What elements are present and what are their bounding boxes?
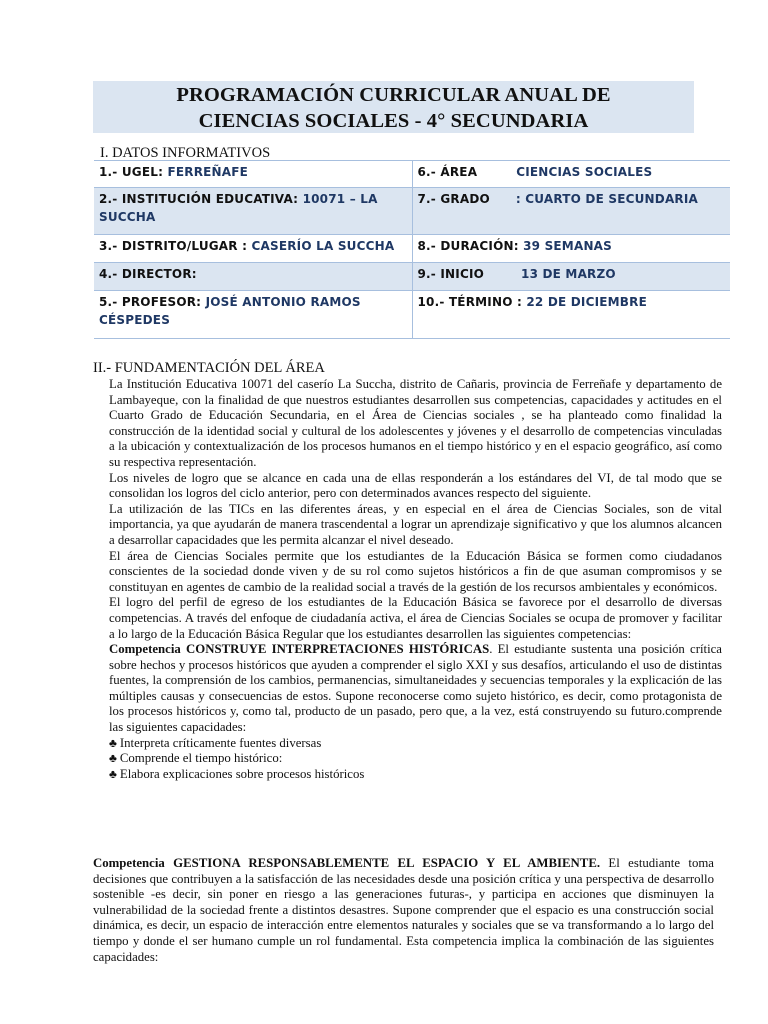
paragraph: El área de Ciencias Sociales permite que los estudiantes de la Educación Básica se formen como ciudadanos conscientes de la sociedad donde viven y de su rol como sujetos históricos a fin de que asuman compromisos y se constituyan en agentes de cambio de la realidad social a través de la gestión de los recursos ambientales y económicos. bbox=[109, 548, 722, 594]
list-item: ♣ Interpreta críticamente fuentes diversas bbox=[109, 735, 322, 750]
ugel-cell: 1.- UGEL: FERREÑAFE bbox=[94, 161, 412, 188]
institucion-cell: 2.- INSTITUCIÓN EDUCATIVA: 10071 – LA SUCCHA bbox=[94, 188, 412, 235]
title-line-1: PROGRAMACIÓN CURRICULAR ANUAL DE bbox=[176, 84, 611, 106]
competencia-2-name: GESTIONA RESPONSABLEMENTE EL ESPACIO Y EL AMBIENTE. bbox=[173, 856, 601, 870]
profesor-cell: 5.- PROFESOR: JOSÉ ANTONIO RAMOS CÉSPEDES bbox=[94, 291, 412, 339]
distrito-cell: 3.- DISTRITO/LUGAR : CASERÍO LA SUCCHA bbox=[94, 235, 412, 263]
termino-cell: 10.- TÉRMINO : 22 DE DICIEMBRE bbox=[412, 291, 730, 339]
club-bullet-icon: ♣ bbox=[109, 735, 117, 750]
competencia-2-text: El estudiante toma decisiones que contribuyen a la satisfacción de las necesidades desde una posición crítica y una perspectiva de desarrollo sostenible -es decir, sin poner en riesgo a las generaciones futuras-, y participa en acciones que disminuyen la vulnerabilidad de la sociedad frente a distintos desastres. Supone comprender que el espacio es una construcción social dinámica, es decir, un espacio de interacción entre elementos naturales y sociales que se va transformando a lo largo del tiempo y donde el ser humano cumple un rol fundamental. Esta competencia implica la combinación de las siguientes capacidades: bbox=[93, 856, 714, 964]
grado-cell: 7.- GRADO : CUARTO DE SECUNDARIA bbox=[412, 188, 730, 235]
table-row bbox=[94, 188, 730, 235]
list-item: ♣ Elabora explicaciones sobre procesos históricos bbox=[109, 766, 365, 781]
datos-informativos-table bbox=[94, 160, 730, 339]
paragraph: La Institución Educativa 10071 del caserío La Succha, distrito de Cañaris, provincia de Ferreñafe y departamento de Lambayeque, con la finalidad de que nuestros estudiantes desarrollen sus competencias, capacidades y actitudes en el Cuarto Grado de Educación Secundaria, en el Área de Ciencias sociales , se ha planteado como finalidad la construcción de la identidad social y cultural de los adolescentes y jóvenes y el desarrollo de competencias vinculadas a la ubicación y contextualización de los procesos humanos en el tiempo histórico y en el espacio geográfico, así como su respectiva representación. bbox=[109, 377, 722, 469]
competencia-2-prefix: Competencia bbox=[93, 856, 174, 870]
table-row bbox=[94, 161, 730, 188]
document-title bbox=[93, 81, 694, 133]
club-bullet-icon: ♣ bbox=[109, 751, 117, 766]
paragraph: La utilización de las TICs en las diferentes áreas, y en especial en el área de Ciencias Sociales, son de vital importancia, ya que ayudarán de manera trascendental a lograr un aprendizaje significativo y que los alumnos alcancen a desarrollar capacidades que les permita alcanzar el nivel deseado. bbox=[109, 501, 722, 547]
list-item: ♣ Comprende el tiempo histórico: bbox=[109, 751, 283, 766]
section-heading-datos: I. DATOS INFORMATIVOS bbox=[100, 145, 271, 161]
director-cell: 4.- DIRECTOR: bbox=[94, 263, 412, 291]
title-line-2: CIENCIAS SOCIALES - 4° SECUNDARIA bbox=[198, 110, 589, 132]
fundamentacion-body bbox=[109, 377, 722, 782]
table-row bbox=[94, 235, 730, 263]
competencia-1-text: . El estudiante sustenta una posición crítica sobre hechos y procesos históricos que ayuden a comprender el siglo XXI y sus desafíos, articulando el uso de distintas fuentes, la comprensión de los cambios, permanencias, simultaneidades y secuencias temporales y la explicación de las múltiples causas y consecuencias de estos. Supone reconocerse como sujeto histórico, es decir, como protagonista de los procesos históricos y, como tal, producto de un pasado, pero que, a la vez, está construyendo su futuro.comprende las siguientes capacidades: bbox=[109, 642, 722, 735]
club-bullet-icon: ♣ bbox=[109, 766, 117, 781]
duracion-cell: 8.- DURACIÓN: 39 SEMANAS bbox=[412, 235, 730, 263]
area-cell: 6.- ÁREA CIENCIAS SOCIALES bbox=[412, 161, 730, 188]
competencia-2-paragraph bbox=[93, 856, 714, 965]
competencia-1-paragraph bbox=[109, 642, 722, 736]
table-row bbox=[94, 291, 730, 339]
section-heading-fundamentacion: II.- FUNDAMENTACIÓN DEL ÁREA bbox=[93, 360, 325, 376]
paragraph: El logro del perfil de egreso de los estudiantes de la Educación Básica se favorece por el desarrollo de diversas competencias. A través del enfoque de ciudadanía activa, el área de Ciencias Sociales se ocupa de promover y facilitar a lo largo de la Educación Básica Regular que los estudiantes desarrollen las siguientes competencias: bbox=[109, 595, 722, 641]
inicio-cell: 9.- INICIO 13 DE MARZO bbox=[412, 263, 730, 291]
competencia-2-block bbox=[93, 856, 714, 965]
capacidades-list bbox=[109, 736, 722, 783]
competencia-1-prefix: Competencia bbox=[109, 642, 187, 657]
paragraph: Los niveles de logro que se alcance en cada una de ellas responderán a los estándares del VI, de tal modo que se consolidan los logros del ciclo anterior, pero con determinados avances respecto del siguiente. bbox=[109, 470, 722, 501]
table-row bbox=[94, 263, 730, 291]
competencia-1-name: CONSTRUYE INTERPRETACIONES HISTÓRICAS bbox=[186, 642, 490, 657]
